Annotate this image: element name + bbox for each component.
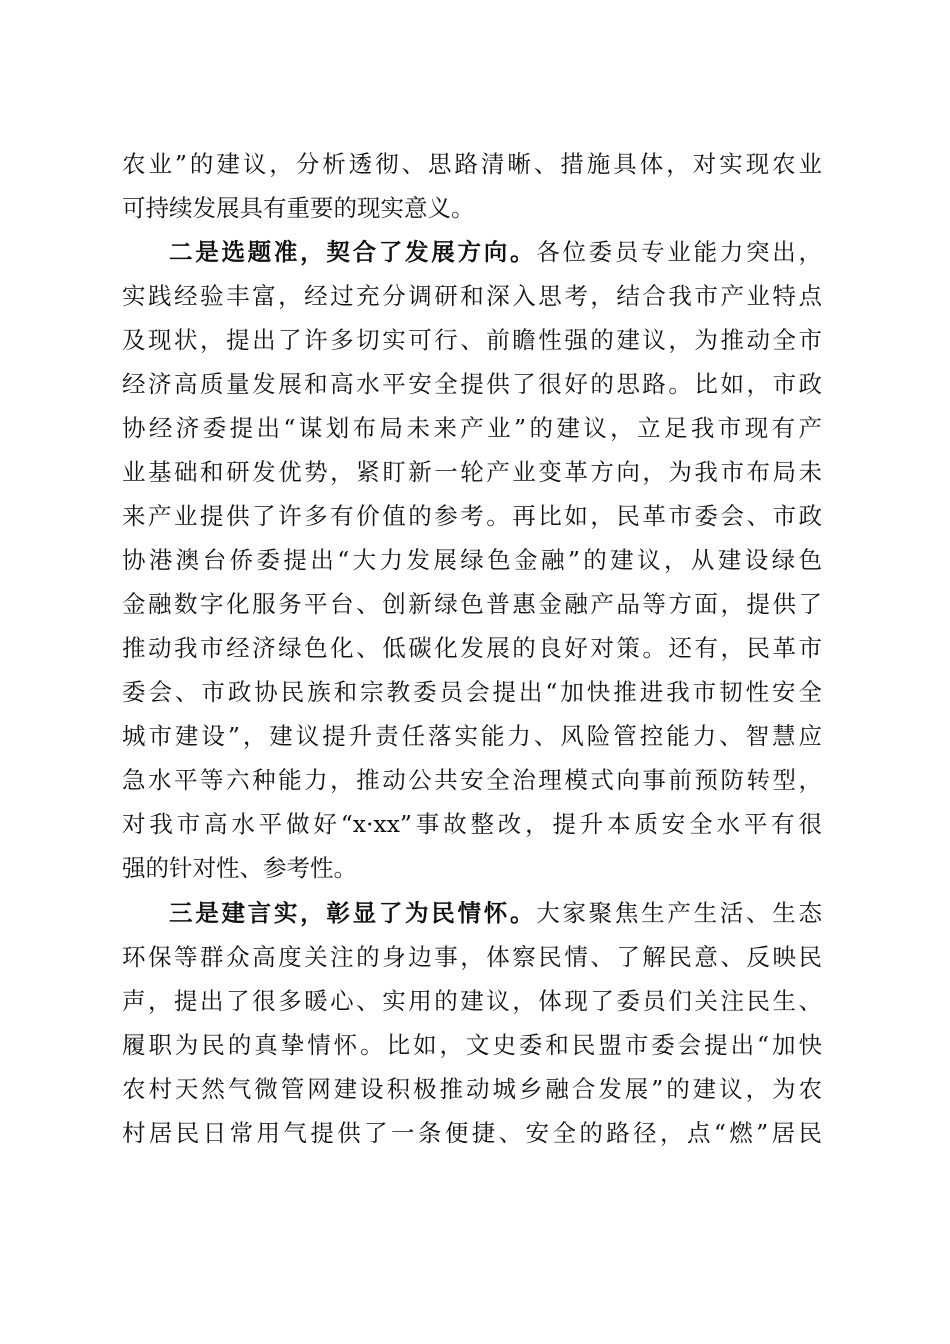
- line-text: 协港澳台侨委提出“大力发展绿色金融”的建议，从建设绿色: [122, 546, 822, 574]
- body-line: [122, 674, 822, 710]
- paragraph-lead: 二是选题准，契合了发展方向。: [169, 238, 537, 266]
- line-text: 急水平等六种能力，推动公共安全治理模式向事前预防转型，: [122, 766, 822, 794]
- line-text: 委会、市政协民族和宗教委员会提出“加快推进我市韧性安全: [122, 678, 822, 706]
- body-line: [122, 190, 822, 226]
- line-text: 村居民日常用气提供了一条便捷、安全的路径，点“燃”居民: [122, 1119, 822, 1147]
- line-text: 声，提出了很多暖心、实用的建议，体现了委员们关注民生、: [122, 987, 822, 1015]
- line-text: 对我市高水平做好“x·xx”事故整改，提升本质安全水平有很: [122, 810, 822, 838]
- line-text: 协经济委提出“谋划布局未来产业”的建议，立足我市现有产: [122, 414, 822, 442]
- body-line: [122, 939, 822, 975]
- line-text: 农业”的建议，分析透彻、思路清晰、措施具体，对实现农业: [122, 150, 822, 178]
- line-text: 推动我市经济绿色化、低碳化发展的良好对策。还有，民革市: [122, 634, 822, 662]
- body-line: [122, 278, 822, 314]
- line-text: 大家聚焦生产生活、生态: [536, 899, 823, 927]
- line-text: 环保等群众高度关注的身边事，体察民情、了解民意、反映民: [122, 943, 822, 971]
- line-text: 履职为民的真挚情怀。比如，文史委和民盟市委会提出“加快: [122, 1031, 822, 1059]
- line-text: 可持续发展具有重要的现实意义。: [122, 194, 475, 222]
- body-line: [122, 322, 822, 358]
- line-text: 强的针对性、参考性。: [122, 854, 357, 882]
- line-text: 及现状，提出了许多切实可行、前瞻性强的建议，为推动全市: [122, 326, 822, 354]
- line-text: 各位委员专业能力突出，: [536, 238, 823, 266]
- body-line: [122, 718, 822, 754]
- body-line: [122, 454, 822, 490]
- body-line: [122, 630, 822, 666]
- line-text: 农村天然气微管网建设积极推动城乡融合发展”的建议，为农: [122, 1075, 822, 1103]
- body-line: [122, 762, 822, 798]
- body-line: [122, 586, 822, 622]
- body-line: [122, 146, 822, 182]
- body-line: [122, 498, 822, 534]
- body-line: [122, 983, 822, 1019]
- body-line: [122, 806, 822, 842]
- line-text: 来产业提供了许多有价值的参考。再比如，民革市委会、市政: [122, 502, 822, 530]
- line-text: 实践经验丰富，经过充分调研和深入思考，结合我市产业特点: [122, 282, 822, 310]
- body-line: [122, 366, 822, 402]
- body-line: [122, 410, 822, 446]
- line-text: 城市建设”，建议提升责任落实能力、风险管控能力、智慧应: [122, 722, 822, 750]
- body-line: [122, 1071, 822, 1107]
- paragraph-first-line: [169, 895, 822, 931]
- paragraph-first-line: [169, 234, 822, 270]
- line-text: 业基础和研发优势，紧盯新一轮产业变革方向，为我市布局未: [122, 458, 822, 486]
- body-line: [122, 850, 822, 886]
- body-line: [122, 542, 822, 578]
- line-text: 金融数字化服务平台、创新绿色普惠金融产品等方面，提供了: [122, 590, 822, 618]
- body-line: [122, 1027, 822, 1063]
- paragraph-lead: 三是建言实，彰显了为民情怀。: [169, 899, 537, 927]
- body-line: [122, 1115, 822, 1151]
- line-text: 经济高质量发展和高水平安全提供了很好的思路。比如，市政: [122, 370, 822, 398]
